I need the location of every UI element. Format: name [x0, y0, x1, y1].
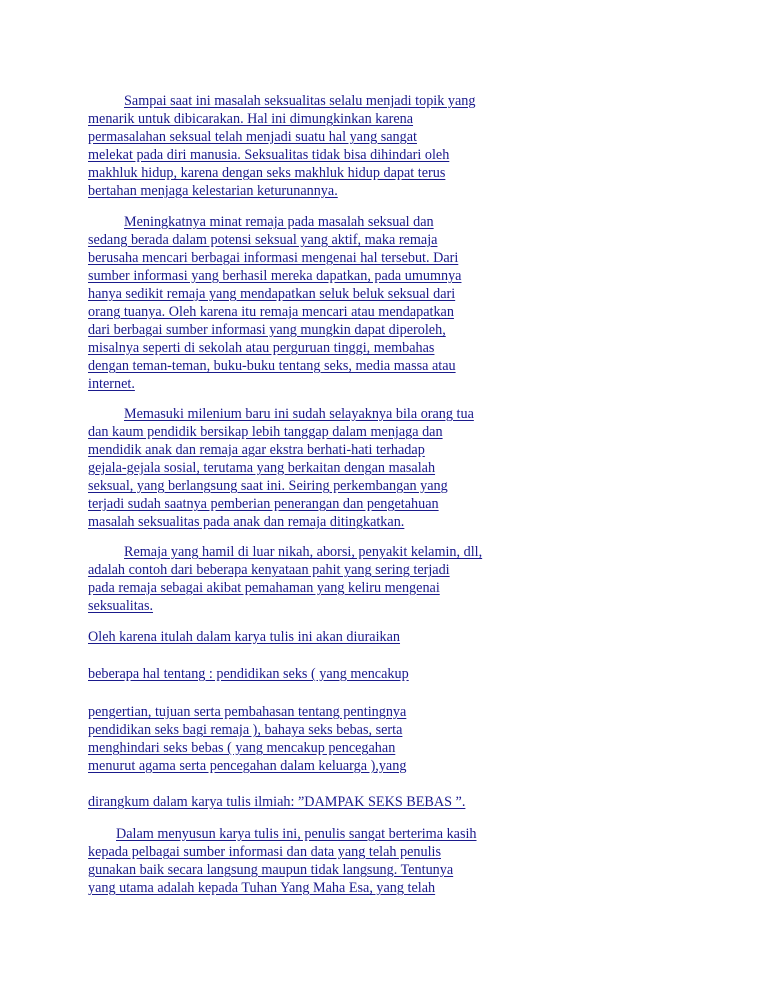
text-line[interactable]: kepada pelbagai sumber informasi dan data yang telah penulis	[88, 844, 441, 860]
text-line[interactable]: seksualitas.	[88, 598, 154, 614]
text-line[interactable]: orang tuanya. Oleh karena itu remaja mencari atau mendapatkan	[88, 304, 454, 320]
text-line[interactable]: seksual, yang berlangsung saat ini. Seiring perkembangan yang	[88, 478, 448, 494]
text-line[interactable]: Remaja yang hamil di luar nikah, aborsi, penyakit kelamin, dll,	[124, 544, 483, 560]
text-line[interactable]: dirangkum dalam karya tulis ilmiah: ”DAMPAK SEKS BEBAS ”.	[88, 794, 466, 810]
text-line[interactable]: gejala-gejala sosial, terutama yang berkaitan dengan masalah	[88, 460, 436, 476]
text-line[interactable]: Meningkatnya minat remaja pada masalah seksual dan	[124, 214, 434, 230]
text-line[interactable]: dengan teman-teman, buku-buku tentang seks, media massa atau	[88, 358, 456, 374]
text-line[interactable]: melekat pada diri manusia. Seksualitas tidak bisa dihindari oleh	[88, 147, 450, 163]
text-line[interactable]: adalah contoh dari beberapa kenyataan pahit yang sering terjadi	[88, 562, 450, 578]
text-line[interactable]: misalnya seperti di sekolah atau perguruan tinggi, membahas	[88, 340, 435, 356]
text-line[interactable]: pengertian, tujuan serta pembahasan tentang pentingnya	[88, 704, 407, 720]
text-line[interactable]: sumber informasi yang berhasil mereka dapatkan, pada umumnya	[88, 268, 462, 284]
text-line[interactable]: Dalam menyusun karya tulis ini, penulis sangat berterima kasih	[116, 826, 477, 842]
text-line[interactable]: terjadi sudah saatnya pemberian penerangan dan pengetahuan	[88, 496, 439, 512]
text-line[interactable]: permasalahan seksual telah menjadi suatu hal yang sangat	[88, 129, 417, 145]
text-line[interactable]: gunakan baik secara langsung maupun tidak langsung. Tentunya	[88, 862, 454, 878]
text-line[interactable]: sedang berada dalam potensi seksual yang aktif, maka remaja	[88, 232, 438, 248]
text-line[interactable]: Oleh karena itulah dalam karya tulis ini akan diuraikan	[88, 629, 401, 645]
text-line[interactable]: beberapa hal tentang : pendidikan seks ( yang mencakup	[88, 666, 409, 682]
text-line[interactable]: menghindari seks bebas ( yang mencakup pencegahan	[88, 740, 396, 756]
text-line[interactable]: dari berbagai sumber informasi yang mungkin dapat diperoleh,	[88, 322, 446, 338]
text-line[interactable]: hanya sedikit remaja yang mendapatkan seluk beluk seksual dari	[88, 286, 456, 302]
text-line[interactable]: Sampai saat ini masalah seksualitas selalu menjadi topik yang	[124, 93, 476, 109]
text-line[interactable]: Memasuki milenium baru ini sudah selayaknya bila orang tua	[124, 406, 474, 422]
text-line[interactable]: makhluk hidup, karena dengan seks makhluk hidup dapat terus	[88, 165, 446, 181]
text-line[interactable]: yang utama adalah kepada Tuhan Yang Maha Esa, yang telah	[88, 880, 436, 896]
text-line[interactable]: dan kaum pendidik bersikap lebih tanggap dalam menjaga dan	[88, 424, 443, 440]
text-line[interactable]: internet.	[88, 376, 135, 392]
text-line[interactable]: masalah seksualitas pada anak dan remaja ditingkatkan.	[88, 514, 405, 530]
text-line[interactable]: pendidikan seks bagi remaja ), bahaya seks bebas, serta	[88, 722, 403, 738]
text-line[interactable]: bertahan menjaga kelestarian keturunannya.	[88, 183, 338, 199]
text-line[interactable]: menarik untuk dibicarakan. Hal ini dimungkinkan karena	[88, 111, 414, 127]
text-line[interactable]: mendidik anak dan remaja agar ekstra berhati-hati terhadap	[88, 442, 425, 458]
text-line[interactable]: pada remaja sebagai akibat pemahaman yang keliru mengenai	[88, 580, 440, 596]
text-line[interactable]: menurut agama serta pencegahan dalam keluarga ),yang	[88, 758, 407, 774]
text-line[interactable]: berusaha mencari berbagai informasi mengenai hal tersebut. Dari	[88, 250, 459, 266]
